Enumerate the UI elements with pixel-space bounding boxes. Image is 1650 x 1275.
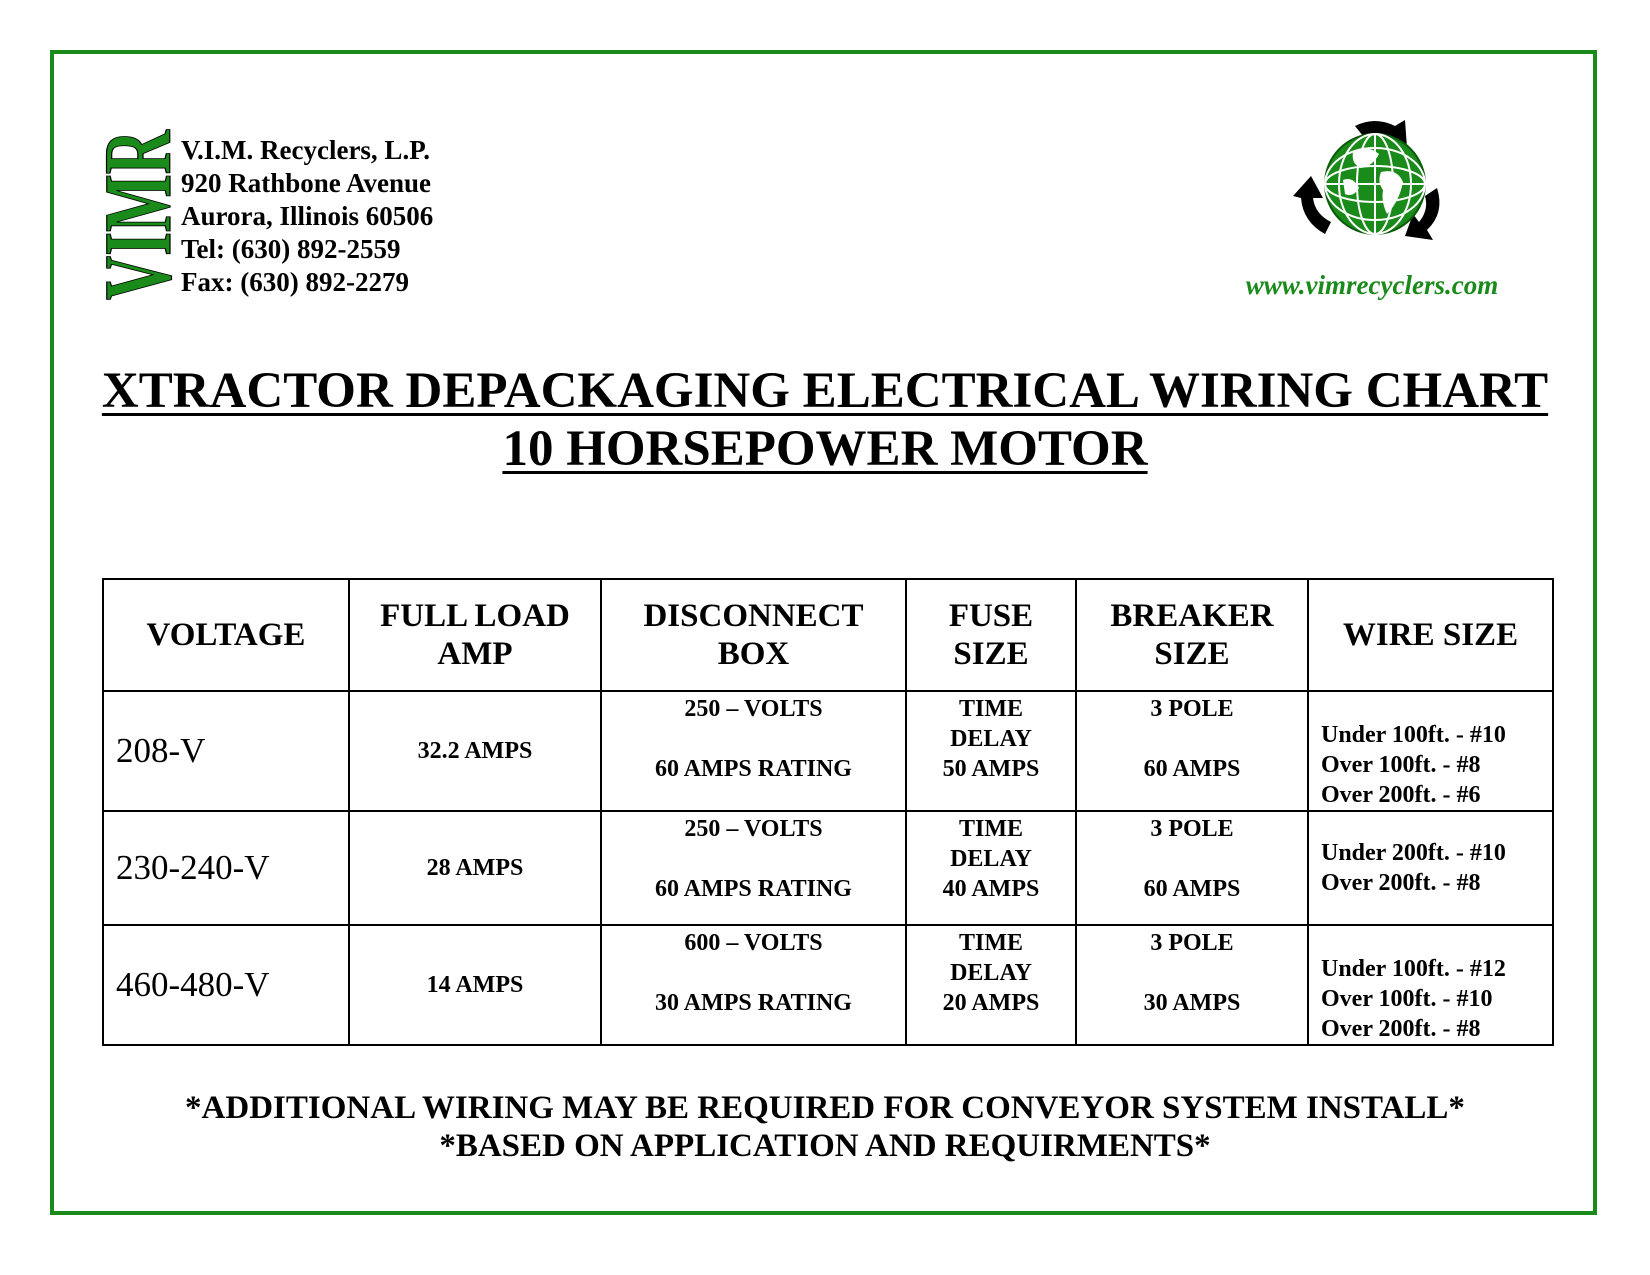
wire-size-line: Under 100ft. - #12: [1321, 956, 1506, 982]
company-fax: Fax: (630) 892-2279: [181, 267, 409, 297]
vimr-logo: [84, 33, 191, 303]
page-title: XTRACTOR DEPACKAGING ELECTRICAL WIRING CHART: [101, 363, 1549, 419]
cell-disconnect-box: [601, 811, 906, 925]
wire-size-line: Under 200ft. - #10: [1321, 840, 1506, 866]
disconnect-voltage: 250 – VOLTS: [684, 696, 823, 722]
wire-size-line: Over 200ft. - #8: [1321, 1016, 1481, 1042]
cell-wire-size: [1308, 811, 1553, 925]
cell-full-load-amp: 32.2 AMPS: [349, 691, 601, 811]
wire-size-line: Over 200ft. - #6: [1321, 782, 1481, 808]
footer-note-2: *BASED ON APPLICATION AND REQUIRMENTS*: [439, 1128, 1211, 1164]
cell-fuse-size: [906, 925, 1076, 1045]
header-voltage: VOLTAGE: [103, 579, 349, 691]
svg-text:VIMR: VIMR: [84, 33, 191, 300]
fuse-type-line1: TIME: [958, 930, 1023, 956]
cell-voltage: 460-480-V: [103, 925, 349, 1045]
table-header-row: [103, 579, 1553, 691]
fuse-type-line1: TIME: [958, 696, 1023, 722]
company-street: 920 Rathbone Avenue: [181, 168, 432, 198]
wire-size-line: Over 200ft. - #8: [1321, 870, 1481, 896]
cell-breaker-size: [1076, 691, 1308, 811]
breaker-poles: 3 POLE: [1150, 696, 1234, 722]
cell-full-load-amp: 28 AMPS: [349, 811, 601, 925]
wire-size-line: Under 100ft. - #10: [1321, 722, 1506, 748]
cell-wire-size: [1308, 925, 1553, 1045]
disconnect-voltage: 250 – VOLTS: [684, 816, 823, 842]
cell-breaker-size: [1076, 811, 1308, 925]
cell-voltage: 208-V: [103, 691, 349, 811]
table-row: [103, 811, 1553, 925]
wiring-chart-table: [102, 578, 1554, 1046]
header-disconnect-box: DISCONNECT BOX: [601, 579, 906, 691]
table-row: [103, 925, 1553, 1045]
table-row: [103, 691, 1553, 811]
fuse-amps: 40 AMPS: [942, 876, 1040, 902]
cell-full-load-amp: 14 AMPS: [349, 925, 601, 1045]
cell-disconnect-box: [601, 925, 906, 1045]
company-tel: Tel: (630) 892-2559: [181, 234, 401, 264]
breaker-amps: 60 AMPS: [1143, 876, 1241, 902]
breaker-poles: 3 POLE: [1150, 930, 1234, 956]
cell-fuse-size: [906, 811, 1076, 925]
company-name: V.I.M. Recyclers, L.P.: [181, 135, 430, 165]
disconnect-rating: 60 AMPS RATING: [655, 876, 852, 902]
breaker-amps: 30 AMPS: [1143, 990, 1241, 1016]
disconnect-voltage: 600 – VOLTS: [684, 930, 823, 956]
cell-wire-size: [1308, 691, 1553, 811]
header-fuse-size: FUSE SIZE: [906, 579, 1076, 691]
company-address: [181, 134, 433, 299]
fuse-type-line2: DELAY: [950, 846, 1032, 872]
wire-size-line: Over 100ft. - #8: [1321, 752, 1481, 778]
disconnect-rating: 60 AMPS RATING: [655, 756, 852, 782]
cell-fuse-size: [906, 691, 1076, 811]
fuse-amps: 20 AMPS: [942, 990, 1040, 1016]
header-breaker-size: BREAKER SIZE: [1076, 579, 1308, 691]
header-wire-size: WIRE SIZE: [1308, 579, 1553, 691]
website-link[interactable]: www.vimrecyclers.com: [1245, 270, 1499, 300]
fuse-amps: 50 AMPS: [942, 756, 1040, 782]
cell-disconnect-box: [601, 691, 906, 811]
page-subtitle: 10 HORSEPOWER MOTOR: [502, 421, 1148, 477]
breaker-poles: 3 POLE: [1150, 816, 1234, 842]
recycling-globe-icon: [1295, 118, 1455, 248]
fuse-type-line2: DELAY: [950, 960, 1032, 986]
wire-size-line: Over 100ft. - #10: [1321, 986, 1493, 1012]
footer-note-1: *ADDITIONAL WIRING MAY BE REQUIRED FOR CONVEYOR SYSTEM INSTALL*: [185, 1090, 1465, 1126]
company-city: Aurora, Illinois 60506: [181, 201, 434, 231]
disconnect-rating: 30 AMPS RATING: [655, 990, 852, 1016]
fuse-type-line1: TIME: [958, 816, 1023, 842]
header-full-load-amp: FULL LOAD AMP: [349, 579, 601, 691]
fuse-type-line2: DELAY: [950, 726, 1032, 752]
breaker-amps: 60 AMPS: [1143, 756, 1241, 782]
cell-voltage: 230-240-V: [103, 811, 349, 925]
cell-breaker-size: [1076, 925, 1308, 1045]
